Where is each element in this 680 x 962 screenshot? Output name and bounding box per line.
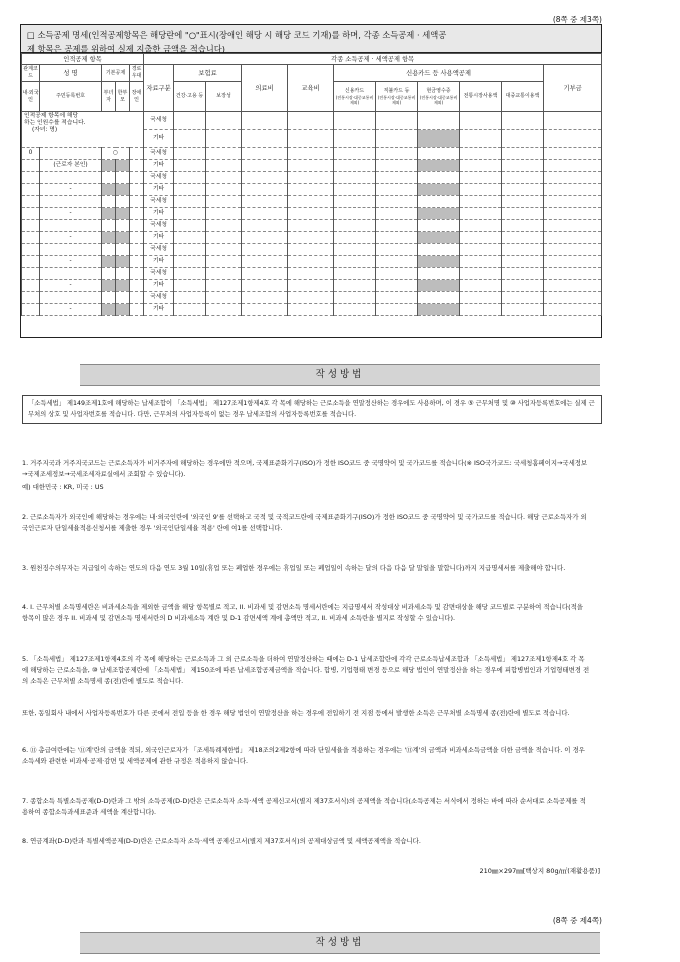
id-dash: - xyxy=(40,304,102,316)
personal-header: 인적공제 항목 xyxy=(22,54,144,65)
source-other: 기타 xyxy=(144,232,174,244)
col-source: 자료구분 xyxy=(144,65,174,112)
source-nts: 국세청 xyxy=(144,196,174,208)
deduction-header: 각종 소득공제 · 세액공제 항목 xyxy=(144,54,602,65)
id-dash: - xyxy=(40,256,102,268)
id-dash: - xyxy=(40,232,102,244)
instruction-1: 1. 거주지국과 거주지국코드는 근로소득자가 비거주자에 해당하는 경우에만 적으며, 국제표준화기구(ISO)가 정한 ISO코드 중 국명약어 및 국가코드를 적습니다(※ ISO국가코드: 국세청홈페이지→국세정보→국제조세정보→국세조세자료실에서 조회할 수 있습니다). xyxy=(22,459,588,478)
col-woman: 부녀자 xyxy=(102,82,116,112)
id-dash: - xyxy=(40,184,102,196)
col-card1: 신용카드 (전통시장·대중교통비 제외) xyxy=(334,82,376,112)
col-coverage: 보장성 xyxy=(206,82,242,112)
header-line-1: □ 소득공제 명세(인적공제항목은 해당란에 "○"표시(장애인 해당 시 해당 코드 기재)를 하며, 각종 소득공제 · 세액공 xyxy=(27,30,447,40)
source-other: 기타 xyxy=(144,256,174,268)
source-other: 기타 xyxy=(144,160,174,172)
instruction-3: 3. 원천징수의무자는 지급일이 속하는 연도의 다음 연도 3월 10일(휴업 또는 폐업한 경우에는 휴업일 또는 폐업일이 속하는 달의 다음 다음 달 말일을 말합니다)까지 지급명세서를 제출해야 합니다. xyxy=(22,564,566,572)
source-other: 기타 xyxy=(144,304,174,316)
source-other: 기타 xyxy=(144,130,174,148)
col-card3: 현금영수증 (전통시장·대중교통비 제외) xyxy=(418,82,460,112)
self-relation: 0 xyxy=(22,148,40,160)
source-nts: 국세청 xyxy=(144,220,174,232)
col-insurance: 보험료 xyxy=(174,65,242,82)
section-header xyxy=(21,25,601,53)
paper-spec: 210㎜×297㎜[백상지 80g/㎡(재활용품)] xyxy=(479,867,600,875)
deduction-details-box xyxy=(20,24,602,338)
col-donation: 기부금 xyxy=(544,65,602,112)
col-transit: 대중교통이용액 xyxy=(502,82,544,112)
instruction-8: 8. 연금계좌(D-D)란과 특별세액공제(D-D)란은 근로소득자 소득·세액 공제신고서(별지 제37호서식)의 공제대상금액 및 세액공제액을 적습니다. xyxy=(22,837,421,845)
section-title: 작성방법 xyxy=(80,364,600,386)
col-market: 전통시장사용액 xyxy=(460,82,502,112)
source-other: 기타 xyxy=(144,280,174,292)
source-nts: 국세청 xyxy=(144,112,174,130)
col-disabled: 장애인 xyxy=(130,82,144,112)
instruction-5-cont: 또한, 동일회사 내에서 사업자등록번호가 다른 곳에서 전입 등을 한 경우 해당 법인이 연말정산을 하는 경우에 전입하기 전 지점 등에서 발생한 소득은 근무처별 소득명세 종(전)란에 별도로 적습니다. xyxy=(22,709,570,717)
instruction-1-example: 예) 대한민국 : KR, 미국 : US xyxy=(22,483,104,491)
col-foreign: 내·외국인 xyxy=(22,82,40,112)
deduction-table xyxy=(21,53,602,316)
instruction-4: 4. I. 근무처별 소득명세란은 비과세소득을 제외한 금액을 해당 항목별로 적고, II. 비과세 및 감면소득 명세서란에는 지급명세서 작성대상 비과세소득 및 감면대상을 해당 코드별로 구분하여 적습니다(적을 항목이 많은 경우 II. 비과세 및 감면소득 명세서란의 D 비과세소득 계란 및 D-1 감면세액 계에 총액만 적고, II. 비과세 소득란을 별지로 작성할 수 있습니다). xyxy=(22,603,583,622)
page-number-bottom: (8쪽 중 제4쪽) xyxy=(552,916,602,925)
col-credit: 신용카드 등 사용액공제 xyxy=(334,65,544,82)
col-name: 성 명 xyxy=(40,65,102,82)
id-dash: - xyxy=(40,280,102,292)
example-cell: 인적공제 항목에 해당 하는 인원수를 적습니다. (자녀: 명) xyxy=(22,112,144,148)
col-health: 건강·고용 등 xyxy=(174,82,206,112)
source-nts: 국세청 xyxy=(144,292,174,304)
instruction-6: 6. ⑪ 총급여란에는 '⑪계'란의 금액을 적되, 외국인근로자가 「조세특례제한법」 제18조의2제2항에 따라 단일세율을 적용하는 경우에는 '⑪계'의 금액과 비과세소득금액을 더한 금액을 적습니다. 이 경우 소득세와 관련한 비과세·공제·감면 및 세액공제에 관한 규정은 적용하지 않습니다. xyxy=(22,746,585,765)
col-relation: 관계코드 xyxy=(22,65,40,82)
instruction-2: 2. 근로소득자가 외국인에 해당하는 경우에는 내·외국인란에 '외국인 9'를 선택하고 국적 및 국적코드란에 국제표준화기구(ISO)가 정한 ISO코드 중 국명약어 및 국가코드를 적습니다. 해당 근로소득자가 외국인근로자 단일세율적용신청서를 제출한 경우 '외국인단일세율 적용' 란에 여1를 선택합니다. xyxy=(22,513,587,532)
header-line-2: 제 항목은 공제를 위하여 실제 지출한 금액을 적습니다) xyxy=(27,44,226,54)
page-number-top: (8쪽 중 제3쪽) xyxy=(552,15,602,24)
source-other: 기타 xyxy=(144,184,174,196)
note-box: 「소득세법」 제149조제1호에 해당하는 납세조합이 「소득세법」 제127조제1항제4호 각 목에 해당하는 근로소득을 연말정산하는 경우에도 사용하며, 이 경우 ⑤ 근무처명 및 ⑩ 사업자등록번호에는 실제 근무처의 상호 및 사업자번호를 적습니다. 다만, 근무처의 사업자등록이 없는 경우 납세조합의 사업자등록번호를 적습니다. xyxy=(22,395,602,424)
self-basic-mark: ○ xyxy=(102,148,130,160)
id-dash: - xyxy=(40,208,102,220)
source-nts: 국세청 xyxy=(144,172,174,184)
instruction-7: 7. 종합소득 특별소득공제(D-D)란과 그 밖의 소득공제(D-D)란은 근로소득자 소득·세액 공제신고서(별지 제37호서식)의 공제액을 적습니다(소득공제는 서식에서 정하는 바에 따라 순서대로 소득공제를 적용하여 종합소득과세표준과 세액을 계산합니다). xyxy=(22,797,586,816)
col-education: 교육비 xyxy=(288,65,334,112)
col-card2: 직불카드 등 (전통시장·대중교통비 제외) xyxy=(376,82,418,112)
source-nts: 국세청 xyxy=(144,244,174,256)
source-nts: 국세청 xyxy=(144,268,174,280)
instruction-5: 5. 「소득세법」 제127조제1항제4호의 각 목에 해당하는 근로소득과 그 외 근로소득을 더하여 연말정산하는 때에는 D-1 납세조합란에 각각 근로소득납세조합과 「소득세법」 제127조제1항제4호 각 목에 해당하는 근로소득을, ⑩ 납세조합공제란에 「소득세법」 제150조에 따른 납세조합공제금액을 적습니다. 합병, 기업형태 변경 등으로 해당 법인이 연말정산을 하는 경우에 피합병법인과 기업형태변경 전의 소득은 근무처별 소득명세 종(전)란에 별도로 적습니다. xyxy=(22,655,590,685)
source-other: 기타 xyxy=(144,208,174,220)
self-label: (근로자 본인) xyxy=(40,160,102,172)
source-nts: 국세청 xyxy=(144,148,174,160)
col-id: 주민등록번호 xyxy=(40,82,102,112)
col-elderly: 경로우대 xyxy=(130,65,144,82)
col-single: 한부모 xyxy=(116,82,130,112)
col-basic: 기본공제 xyxy=(102,65,130,82)
col-medical: 의료비 xyxy=(242,65,288,112)
section-title-next: 작성방법 xyxy=(80,932,600,954)
